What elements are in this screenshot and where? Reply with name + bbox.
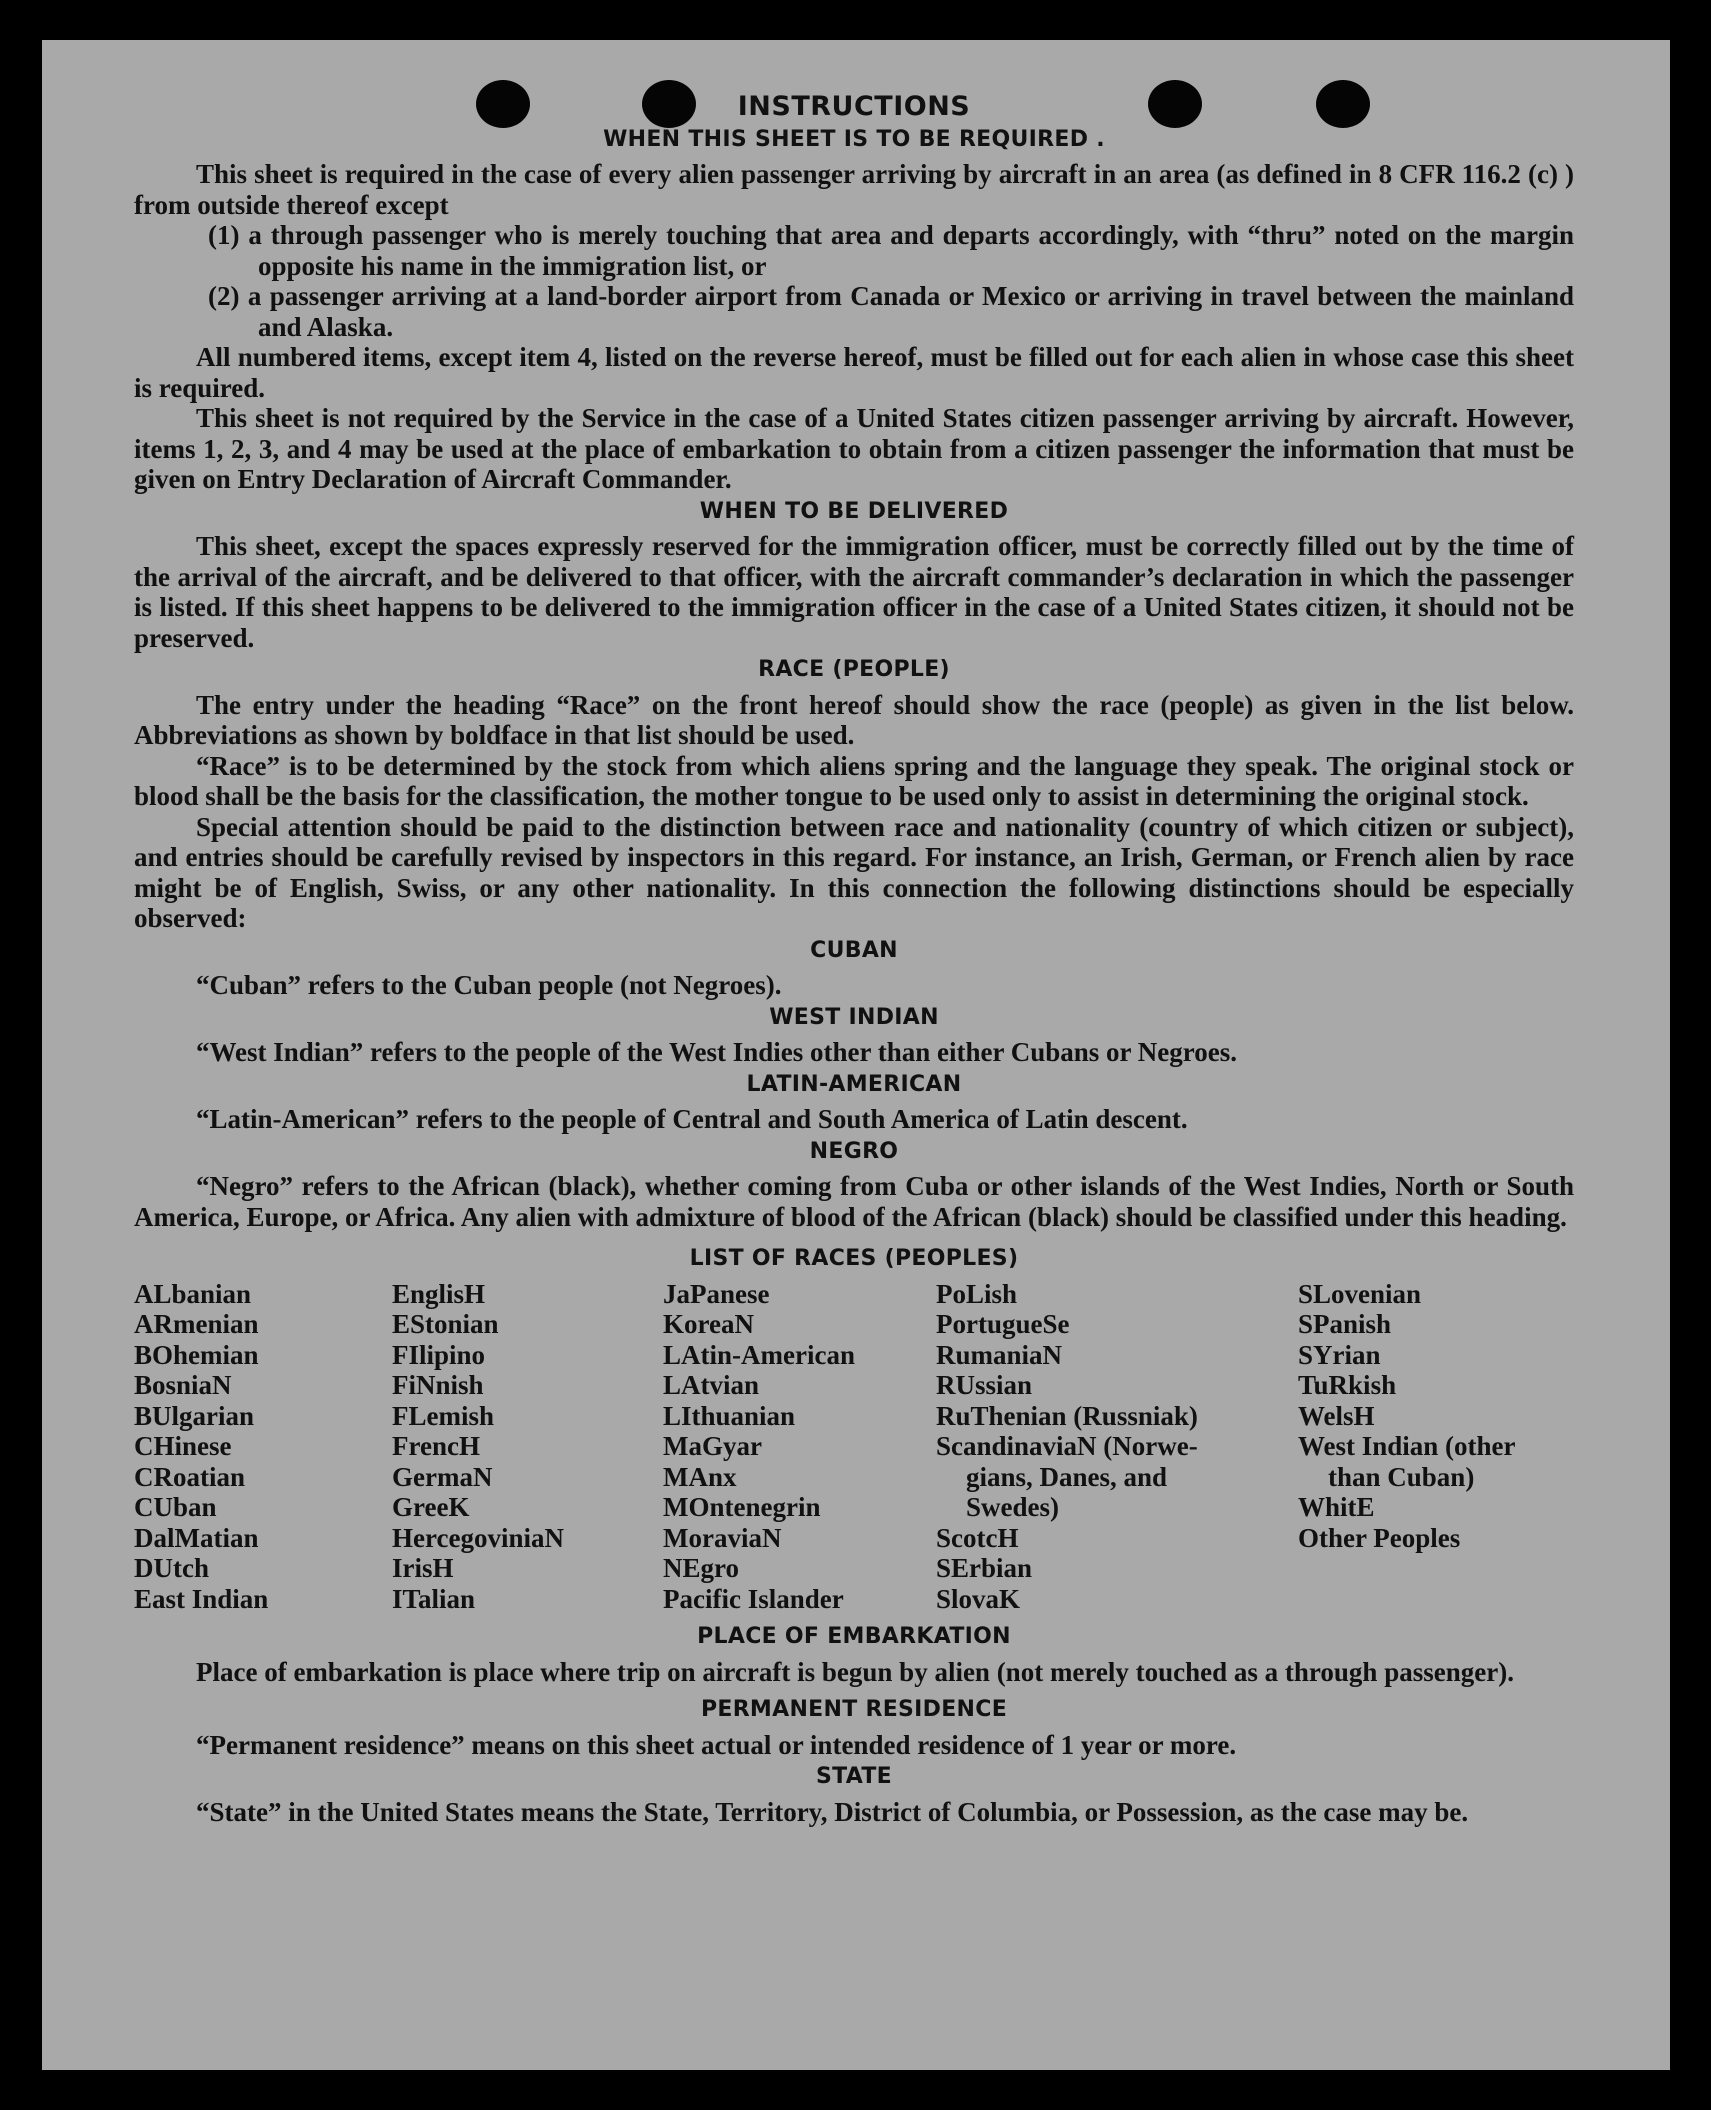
latin-american-text: “Latin-American” refers to the people of Central and South America of Latin descent.: [196, 1104, 1188, 1134]
race-list-item: FiNnish: [392, 1370, 484, 1400]
races-column-4: [936, 1279, 1298, 1615]
section-heading-races-list: LIST OF RACES (PEOPLES): [689, 1246, 1019, 1271]
race-list-item: SlovaK: [936, 1583, 1021, 1614]
citizen-note: This sheet is not required by the Service in the case of a United States citizen passenger arriving by aircraft. However, items 1, 2, 3, and 4 may be used at the place of embarkation to obtain from a citizen passenger the information that must be given on Entry Declaration of Aircraft Commander.: [134, 403, 1574, 494]
instructions-content: [134, 92, 1574, 1827]
races-column-1: [134, 1279, 392, 1615]
race-list-item: BUlgarian: [134, 1400, 255, 1431]
race-paragraph-2: “Race” is to be determined by the stock from which aliens spring and the language they speak. The original stock or blood shall be the basis for the classification, the mother tongue to be used only to assist in determining the original stock.: [134, 750, 1574, 811]
race-list-item: MoraviaN: [663, 1522, 782, 1553]
race-list-item: DUtch: [134, 1553, 209, 1583]
race-list-item: LAtin-American: [663, 1339, 855, 1370]
negro-text: “Negro” refers to the African (black), whether coming from Cuba or other islands of the West Indies, North or South America, Europe, or Africa. Any alien with admixture of blood of the African (black) should be classified under this heading.: [134, 1171, 1574, 1232]
race-list-item: HercegoviniaN: [392, 1522, 564, 1553]
race-list-item: BosniaN: [134, 1370, 232, 1400]
race-list-item: East Indian: [134, 1583, 269, 1614]
race-list-item: EnglisH: [392, 1278, 486, 1309]
races-column-3: [663, 1279, 936, 1615]
exception-1: (1) a through passenger who is merely touching that area and departs accordingly, with “thru” noted on the margin opposite his name in the immigration list, or: [208, 220, 1574, 281]
race-list-item: West Indian (other: [1298, 1431, 1516, 1461]
section-heading-negro: NEGRO: [809, 1138, 899, 1164]
race-list-item: ScotcH: [936, 1522, 1019, 1553]
race-list-item: TuRkish: [1298, 1370, 1397, 1400]
race-list-item: KoreaN: [663, 1309, 754, 1339]
race-list-item: LIthuanian: [663, 1400, 796, 1431]
items-note: All numbered items, except item 4, listed on the reverse hereof, must be filled out for each alien in whose case this sheet is required.: [134, 342, 1574, 403]
race-list-item: CRoatian: [134, 1461, 246, 1492]
race-list-item: RUssian: [936, 1370, 1033, 1400]
race-paragraph-1: The entry under the heading “Race” on the front hereof should show the race (people) as given in the list below. Abbreviations as shown by boldface in that list should be used.: [134, 689, 1574, 750]
race-list-item: CHinese: [134, 1431, 232, 1461]
section-heading-cuban: CUBAN: [810, 937, 898, 963]
section-heading-state: STATE: [816, 1764, 892, 1789]
races-list: [134, 1279, 1574, 1615]
race-list-item: CUban: [134, 1492, 217, 1522]
race-list-item: WhitE: [1298, 1492, 1375, 1522]
race-list-item: GreeK: [392, 1492, 470, 1522]
race-list-item: IrisH: [392, 1553, 454, 1583]
section-heading-latin-american: LATIN-AMERICAN: [746, 1071, 962, 1097]
section-heading-required: WHEN THIS SHEET IS TO BE REQUIRED .: [603, 126, 1105, 152]
required-intro: This sheet is required in the case of every alien passenger arriving by aircraft in an area (as defined in 8 CFR 116.2 (c) ) from outside thereof except: [134, 159, 1574, 220]
form-sheet: [42, 40, 1670, 2070]
race-list-item: EStonian: [392, 1309, 499, 1339]
race-list-item: GermaN: [392, 1461, 493, 1492]
races-column-5: [1298, 1279, 1574, 1615]
race-list-item: FLemish: [392, 1400, 495, 1431]
state-text: “State” in the United States means the State, Territory, District of Columbia, or Possession, as the case may be.: [196, 1796, 1469, 1827]
race-list-item: than Cuban): [1328, 1461, 1475, 1492]
section-heading-delivered: WHEN TO BE DELIVERED: [699, 498, 1009, 524]
race-list-item: Swedes): [966, 1492, 1059, 1522]
race-list-item: FrencH: [392, 1431, 480, 1461]
race-list-item: RuThenian (Russniak): [936, 1400, 1198, 1431]
race-list-item: SErbian: [936, 1553, 1033, 1583]
race-list-item: PoLish: [936, 1278, 1018, 1309]
delivered-text: This sheet, except the spaces expressly reserved for the immigration officer, must be correctly filled out by the time of the arrival of the aircraft, and be delivered to that officer, with the aircraft commander’s declaration in which the passenger is listed. If this sheet happens to be delivered to the immigration officer in the case of a United States citizen, it should not be preserved.: [134, 531, 1574, 653]
race-list-item: LAtvian: [663, 1370, 760, 1400]
race-list-item: MaGyar: [663, 1431, 762, 1461]
race-list-item: ITalian: [392, 1583, 476, 1614]
section-heading-embarkation: PLACE OF EMBARKATION: [697, 1624, 1011, 1649]
race-list-item: Other Peoples: [1298, 1522, 1461, 1553]
race-list-item: Pacific Islander: [663, 1583, 844, 1614]
race-list-item: ALbanian: [134, 1278, 252, 1309]
race-list-item: BOhemian: [134, 1339, 259, 1370]
section-heading-race: RACE (PEOPLE): [758, 657, 950, 682]
race-list-item: DalMatian: [134, 1522, 259, 1553]
page-title: INSTRUCTIONS: [737, 91, 971, 122]
race-list-item: gians, Danes, and: [966, 1461, 1168, 1492]
race-list-item: PortugueSe: [936, 1309, 1070, 1339]
race-list-item: WelsH: [1298, 1400, 1375, 1431]
race-list-item: JaPanese: [663, 1278, 770, 1309]
race-list-item: SLovenian: [1298, 1278, 1422, 1309]
race-list-item: ScandinaviaN (Norwe-: [936, 1431, 1198, 1461]
race-list-item: ARmenian: [134, 1309, 259, 1339]
section-heading-residence: PERMANENT RESIDENCE: [700, 1697, 1008, 1722]
exception-2: (2) a passenger arriving at a land-border airport from Canada or Mexico or arriving in travel between the mainland and Alaska.: [208, 281, 1574, 342]
section-heading-west-indian: WEST INDIAN: [769, 1004, 939, 1030]
race-list-item: SPanish: [1298, 1309, 1392, 1339]
races-column-2: [392, 1279, 663, 1615]
race-list-item: MOntenegrin: [663, 1492, 821, 1522]
race-list-item: SYrian: [1298, 1339, 1381, 1370]
race-paragraph-3: Special attention should be paid to the distinction between race and nationality (country of which citizen or subject), and entries should be carefully revised by inspectors in this regard. For instance, an Irish, German, or French alien by race might be of English, Swiss, or any other nationality. In this connection the following distinctions should be especially observed:: [134, 811, 1574, 933]
west-indian-text: “West Indian” refers to the people of the West Indies other than either Cubans or Negroes.: [196, 1037, 1238, 1067]
race-list-item: FIlipino: [392, 1339, 486, 1370]
race-list-item: NEgro: [663, 1553, 740, 1583]
race-list-item: MAnx: [663, 1461, 737, 1492]
race-list-item: RumaniaN: [936, 1339, 1063, 1370]
residence-text: “Permanent residence” means on this sheet actual or intended residence of 1 year or more.: [196, 1729, 1237, 1760]
cuban-text: “Cuban” refers to the Cuban people (not Negroes).: [196, 970, 782, 1000]
embarkation-text: Place of embarkation is place where trip on aircraft is begun by alien (not merely touched as a through passenger).: [196, 1656, 1514, 1687]
